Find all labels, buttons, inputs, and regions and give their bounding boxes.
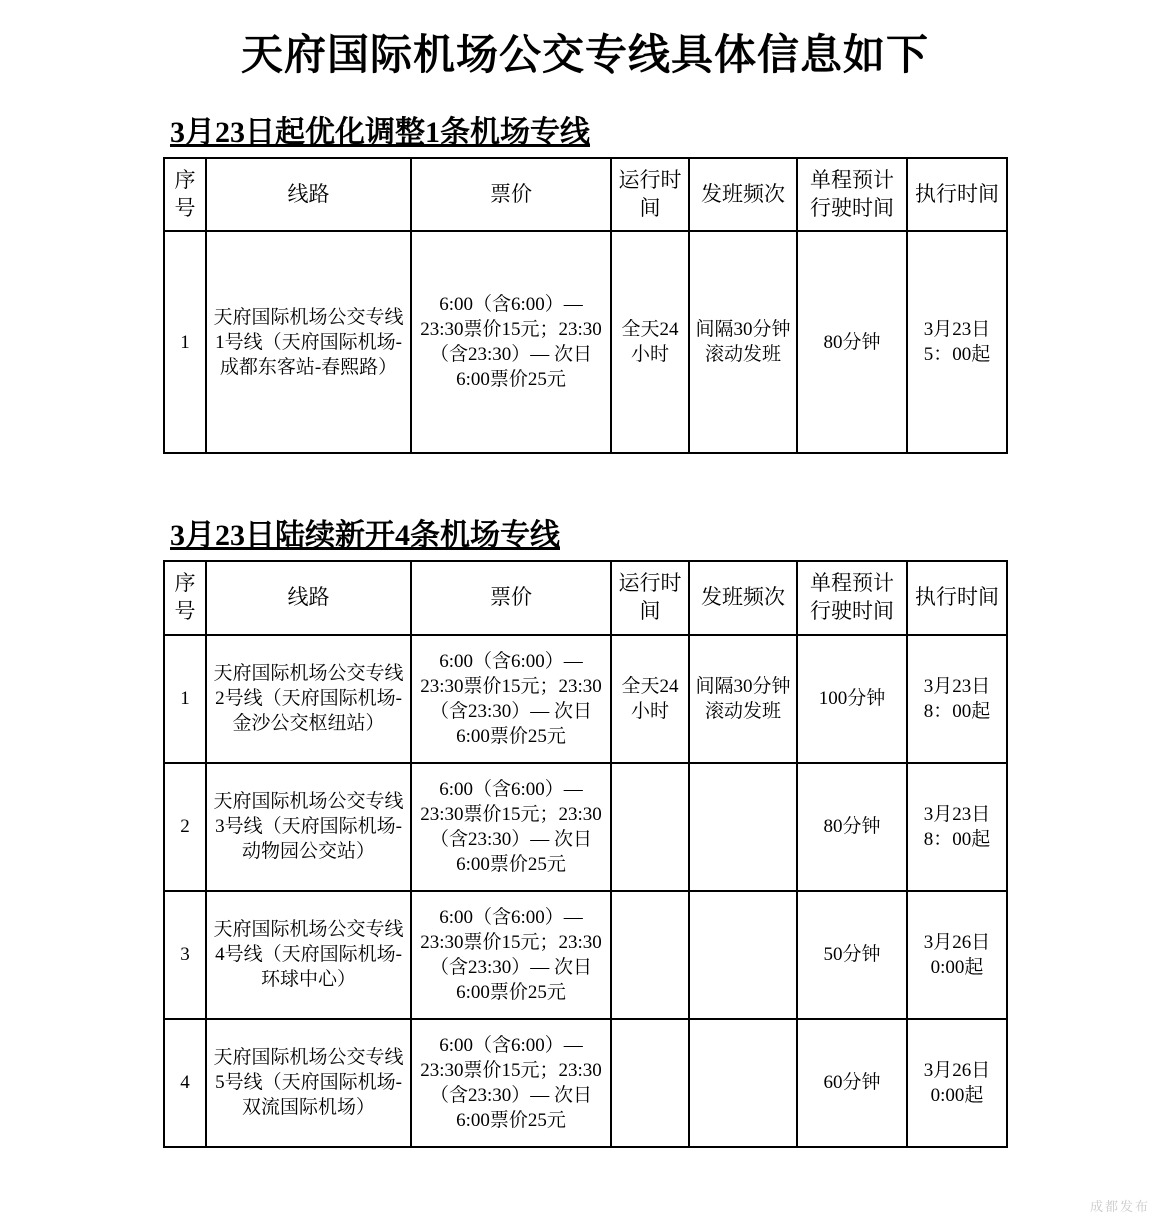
column-header-no: 序号	[164, 158, 206, 231]
watermark: 成都发布	[1089, 1199, 1150, 1214]
cell-fare: 6:00（含6:00）— 23:30票价15元；23:30（含23:30）— 次日6:00票价25元	[411, 635, 611, 763]
cell-exec-time: 3月23日8：00起	[907, 763, 1007, 891]
cell-no: 1	[164, 635, 206, 763]
cell-line: 天府国际机场公交专线1号线（天府国际机场-成都东客站-春熙路）	[206, 231, 411, 453]
table-row	[164, 635, 1007, 763]
cell-duration: 60分钟	[797, 1019, 907, 1147]
airport-bus-table-new	[163, 560, 1008, 1147]
table-header-row	[164, 158, 1007, 231]
column-header-fare: 票价	[411, 158, 611, 231]
cell-run-time	[611, 891, 689, 1019]
column-header-line: 线路	[206, 561, 411, 634]
column-header-no: 序号	[164, 561, 206, 634]
column-header-exec-time: 执行时间	[907, 158, 1007, 231]
column-header-duration: 单程预计行驶时间	[797, 158, 907, 231]
column-header-frequency: 发班频次	[689, 561, 797, 634]
cell-run-time: 全天24小时	[611, 231, 689, 453]
table-header-row	[164, 561, 1007, 634]
column-header-fare: 票价	[411, 561, 611, 634]
column-header-frequency: 发班频次	[689, 158, 797, 231]
cell-exec-time: 3月26日0:00起	[907, 891, 1007, 1019]
cell-fare: 6:00（含6:00）— 23:30票价15元；23:30（含23:30）— 次日6:00票价25元	[411, 231, 611, 453]
cell-fare: 6:00（含6:00）— 23:30票价15元；23:30（含23:30）— 次日6:00票价25元	[411, 763, 611, 891]
cell-fare: 6:00（含6:00）— 23:30票价15元；23:30（含23:30）— 次日6:00票价25元	[411, 1019, 611, 1147]
table-row	[164, 231, 1007, 453]
cell-run-time	[611, 1019, 689, 1147]
section-heading-2: 3月23日陆续新开4条机场专线	[170, 519, 560, 553]
cell-line: 天府国际机场公交专线3号线（天府国际机场-动物园公交站）	[206, 763, 411, 891]
section-heading-1: 3月23日起优化调整1条机场专线	[170, 115, 590, 149]
cell-exec-time: 3月26日0:00起	[907, 1019, 1007, 1147]
table-row	[164, 1019, 1007, 1147]
cell-exec-time: 3月23日5：00起	[907, 231, 1007, 453]
page-title: 天府国际机场公交专线具体信息如下	[240, 31, 929, 78]
table-row	[164, 763, 1007, 891]
column-header-duration: 单程预计行驶时间	[797, 561, 907, 634]
document-page	[0, 22, 1170, 1229]
cell-no: 4	[164, 1019, 206, 1147]
cell-duration: 100分钟	[797, 635, 907, 763]
column-header-run-time: 运行时间	[611, 561, 689, 634]
column-header-exec-time: 执行时间	[907, 561, 1007, 634]
cell-line: 天府国际机场公交专线5号线（天府国际机场-双流国际机场）	[206, 1019, 411, 1147]
cell-duration: 50分钟	[797, 891, 907, 1019]
cell-frequency	[689, 891, 797, 1019]
airport-bus-table-adjusted	[163, 157, 1008, 454]
cell-no: 2	[164, 763, 206, 891]
cell-frequency: 间隔30分钟滚动发班	[689, 231, 797, 453]
cell-line: 天府国际机场公交专线2号线（天府国际机场-金沙公交枢纽站）	[206, 635, 411, 763]
cell-line: 天府国际机场公交专线4号线（天府国际机场-环球中心）	[206, 891, 411, 1019]
cell-duration: 80分钟	[797, 231, 907, 453]
cell-duration: 80分钟	[797, 763, 907, 891]
column-header-run-time: 运行时间	[611, 158, 689, 231]
column-header-line: 线路	[206, 158, 411, 231]
cell-no: 3	[164, 891, 206, 1019]
cell-frequency	[689, 763, 797, 891]
cell-frequency: 间隔30分钟滚动发班	[689, 635, 797, 763]
cell-fare: 6:00（含6:00）— 23:30票价15元；23:30（含23:30）— 次日6:00票价25元	[411, 891, 611, 1019]
table-row	[164, 891, 1007, 1019]
cell-run-time	[611, 763, 689, 891]
cell-run-time: 全天24小时	[611, 635, 689, 763]
cell-no: 1	[164, 231, 206, 453]
cell-exec-time: 3月23日8：00起	[907, 635, 1007, 763]
cell-frequency	[689, 1019, 797, 1147]
